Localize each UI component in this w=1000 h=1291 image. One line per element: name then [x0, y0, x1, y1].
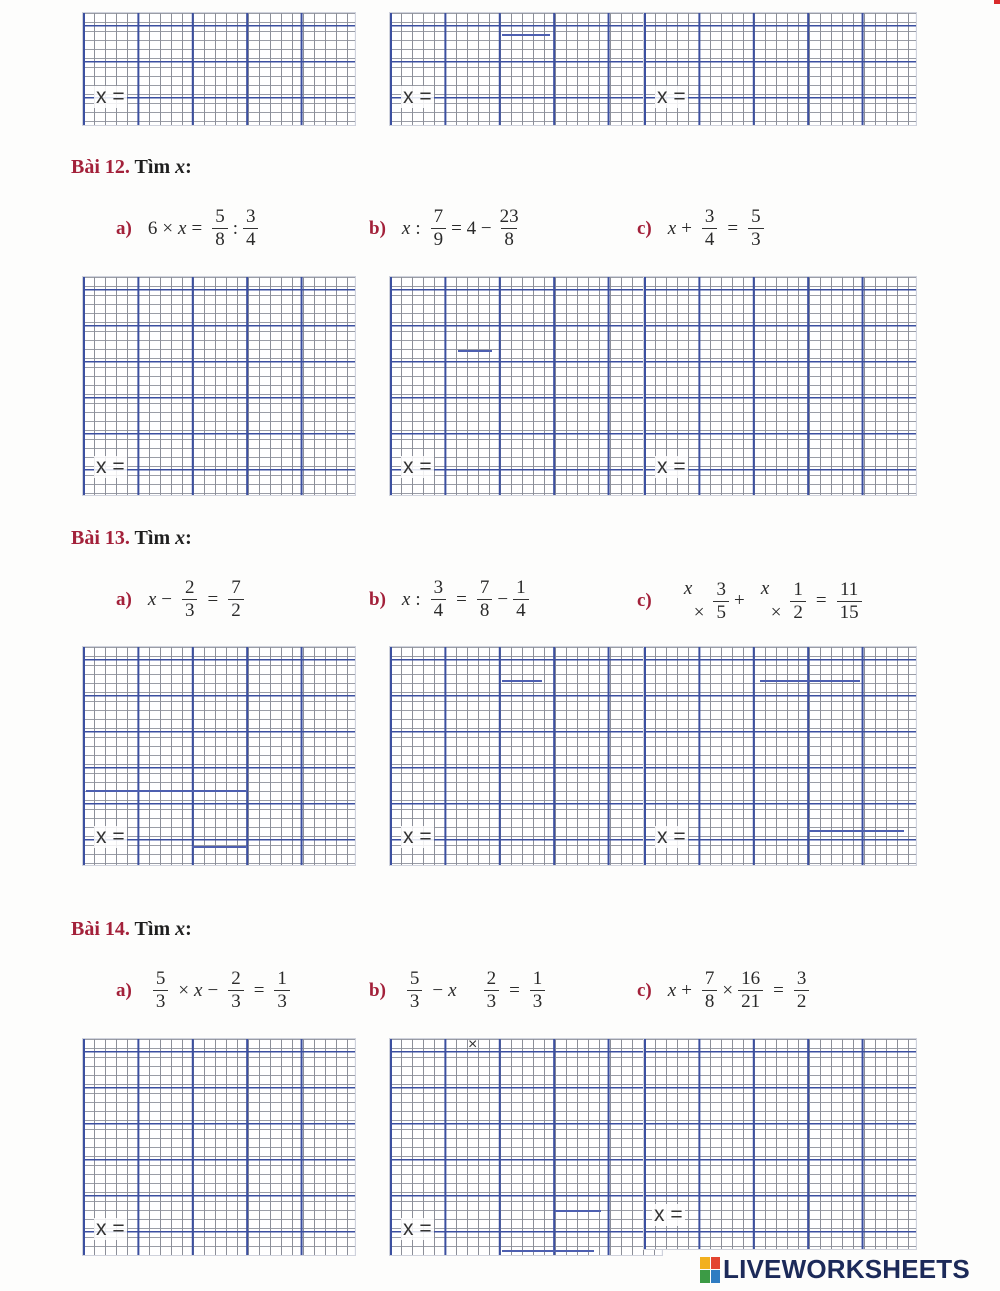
liveworksheets-logo — [700, 1254, 970, 1285]
problem-13a: a) x − $\frac{2}{3}$ = $\frac{7}{2}$ — [116, 577, 249, 622]
fraction: $\frac{5}{8}$ — [212, 206, 228, 251]
fraction-bar — [458, 350, 492, 352]
fraction: $\frac{3}{4}$ — [243, 206, 259, 251]
answer-label: x = — [657, 455, 686, 478]
problem-14b: b) $\frac{5}{3}$ − x $\frac{2}{3}$ = $\frac{1}{3}$ — [369, 968, 550, 1013]
answer-label: x = — [96, 85, 125, 108]
problem-14a: a) $\frac{5}{3}$ × x − $\frac{2}{3}$ = $\frac{1}{3}$ — [116, 968, 295, 1013]
answer-label: x = — [403, 455, 432, 478]
exercise-heading-14: Bài 14. Tìm x: — [71, 918, 192, 940]
answer-label: x = — [96, 1217, 125, 1240]
fraction: $\frac{1}{4}$ — [513, 577, 529, 622]
problem-14c: c) x + $\frac{7}{8}$ × $\frac{16}{21}$ = $\frac{3}{2}$ — [637, 968, 814, 1013]
fraction: $\frac{7}{9}$ — [431, 206, 447, 251]
fraction-bar — [502, 1250, 594, 1252]
fraction: $\frac{7}{8}$ — [477, 577, 493, 622]
answer-label: x = — [403, 825, 432, 848]
fraction-bar — [502, 34, 550, 36]
fraction: $\frac{2}{3}$ — [228, 968, 244, 1013]
fraction: $\frac{1}{3}$ — [274, 968, 290, 1013]
answer-grid-top-c[interactable] — [643, 12, 917, 126]
fraction: $\frac{1}{3}$ — [530, 968, 546, 1013]
problem-13b: b) x : $\frac{3}{4}$ = $\frac{7}{8}$ − $\frac{1}{4}$ — [369, 577, 534, 622]
watermark-text: LIVEWORKSHEETS — [723, 1254, 970, 1284]
answer-label: x = — [403, 85, 432, 108]
fraction: $\frac{7}{8}$ — [702, 968, 718, 1013]
fraction: $\frac{7}{2}$ — [228, 577, 244, 622]
fraction-bar — [192, 846, 246, 848]
answer-grid-top-a[interactable] — [82, 12, 356, 126]
stray-times-mark: × — [468, 1036, 478, 1053]
answer-grid-top-b[interactable] — [389, 12, 663, 126]
fraction-bar — [502, 680, 542, 682]
problem-12c: c) x + $\frac{3}{4}$ = $\frac{5}{3}$ — [637, 206, 769, 251]
problem-12a: a) 6 × x = $\frac{5}{8}$ : $\frac{3}{4}$ — [116, 206, 263, 251]
fraction: $\frac{2}{3}$ — [182, 577, 198, 622]
fraction: $\frac{5}{3}$ — [407, 968, 423, 1013]
fraction-bar — [555, 1210, 601, 1212]
fraction: $\frac{5}{3}$ — [153, 968, 169, 1013]
exercise-heading-12: Bài 12. Tìm x: — [71, 156, 192, 178]
fraction: $\frac{16}{21}$ — [738, 968, 763, 1013]
fraction-bar — [808, 830, 904, 832]
problem-12b: b) x : $\frac{7}{9}$ = 4 − $\frac{23}{8}$ — [369, 206, 527, 251]
fraction: $\frac{1}{2}$ — [790, 579, 806, 624]
fraction: $\frac{3}{4}$ — [431, 577, 447, 622]
fraction: $\frac{5}{3}$ — [748, 206, 764, 251]
answer-label: x = — [657, 85, 686, 108]
answer-label: x = — [657, 825, 686, 848]
answer-label: x = — [96, 455, 125, 478]
fraction: $\frac{3}{4}$ — [702, 206, 718, 251]
answer-label: x = — [96, 825, 125, 848]
fraction-bar — [760, 680, 860, 682]
answer-label: x = — [654, 1203, 683, 1226]
fraction: $\frac{2}{3}$ — [484, 968, 500, 1013]
problem-13c: c) x × $\frac{3}{5}$ + x × $\frac{1}{2}$ = $\frac{11}{15}$ — [637, 577, 867, 625]
fraction-bar — [86, 790, 246, 792]
fraction: $\frac{23}{8}$ — [499, 206, 519, 250]
answer-label: x = — [403, 1217, 432, 1240]
fraction: $\frac{11}{15}$ — [837, 579, 862, 624]
fraction: $\frac{3}{2}$ — [794, 968, 810, 1013]
exercise-heading-13: Bài 13. Tìm x: — [71, 527, 192, 549]
corner-mark — [994, 0, 1000, 4]
fraction: $\frac{3}{5}$ — [713, 579, 729, 624]
liveworksheets-badge-icon — [700, 1257, 720, 1283]
